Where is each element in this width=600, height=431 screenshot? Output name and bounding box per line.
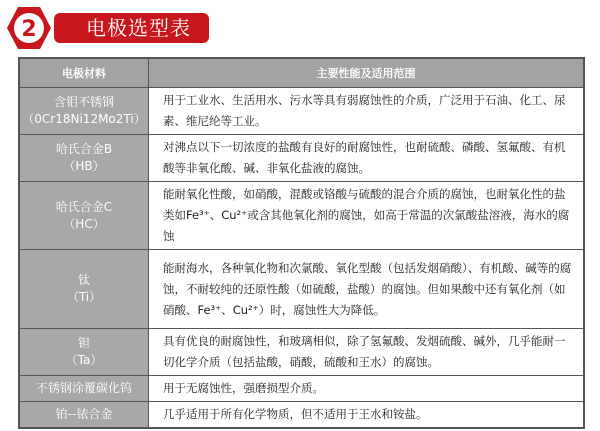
material-cell [19, 88, 149, 135]
electrode-selection-table [18, 57, 585, 429]
table-row [19, 329, 584, 376]
description-cell: 具有优良的耐腐蚀性，和玻璃相似，除了氢氟酸、发烟硫酸、碱外，几乎能耐一切化学介质（包括盐酸，硝酸，硫酸和王水）的腐蚀。 [149, 329, 585, 376]
material-cell [19, 250, 149, 329]
table-row [19, 250, 584, 329]
description-cell: 能耐海水，各种氧化物和次氯酸、氧化型酸（包括发烟硝酸）、有机酸、碱等的腐蚀，不耐较纯的还原性酸（如硫酸，盐酸）的腐蚀。但如果酸中还有氧化剂（如硝酸、Fe³⁺、Cu²⁺）时，腐蚀性大为降低。 [149, 250, 585, 329]
material-code: （HB） [63, 159, 105, 173]
material-cell [19, 182, 149, 250]
material-name: 不锈钢涂覆碳化钨 [35, 381, 132, 395]
table-header [19, 58, 584, 88]
section-number: 2 [21, 17, 37, 42]
material-cell [19, 329, 149, 376]
material-name: 哈氏合金B [55, 142, 113, 156]
table-row [19, 182, 584, 250]
section-title: 电极选型表 [54, 13, 209, 43]
table-row [19, 135, 584, 182]
material-name: 钽 [77, 336, 90, 350]
description-cell: 用于无腐蚀性，强磨损型介质。 [149, 376, 585, 402]
material-cell [19, 402, 149, 429]
description-cell: 用于工业水、生活用水、污水等具有弱腐蚀性的介质，广泛用于石油、化工、尿素、维尼纶等工业。 [149, 88, 585, 135]
material-name: 铂--铱合金 [55, 407, 113, 421]
header-performance: 主要性能及适用范围 [149, 58, 585, 88]
description-cell: 对沸点以下一切浓度的盐酸有良好的耐腐蚀性，也耐硫酸、磷酸、氢氟酸、有机酸等非氧化酸、碱、非氧化盐液的腐蚀。 [149, 135, 585, 182]
material-code: （Ta） [65, 353, 103, 367]
material-cell [19, 135, 149, 182]
material-cell [19, 376, 149, 402]
material-code: （HC） [63, 216, 105, 231]
description-cell: 能耐氧化性酸，如硝酸，混酸或铬酸与硫酸的混合介质的腐蚀，也耐氧化性的盐类如Fe³⁺、Cu²⁺或含其他氧化剂的腐蚀，如高于常温的次氯酸盐溶液，海水的腐蚀 [149, 182, 585, 250]
material-code: （Ti） [66, 290, 102, 304]
material-name: 含钼不锈钢 [53, 95, 114, 109]
description-cell: 几乎适用于所有化学物质，但不适用于王水和铵盐。 [149, 402, 585, 429]
material-code: （0Cr18Ni12Mo2Ti） [22, 112, 146, 126]
table-row [19, 88, 584, 135]
table-row [19, 376, 584, 402]
hexagon-number-icon [6, 6, 52, 50]
header-material: 电极材料 [19, 58, 149, 88]
table-row [19, 402, 584, 429]
material-name: 哈氏合金C [55, 199, 113, 214]
material-name: 钛 [77, 273, 90, 287]
